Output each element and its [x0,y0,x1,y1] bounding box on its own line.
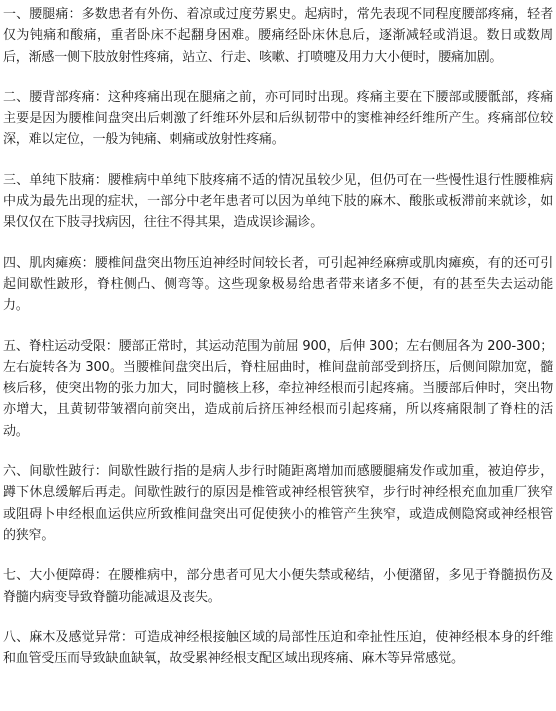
paragraph-numbness-sensory: 八、麻木及感觉异常：可造成神经根接触区域的局部性压迫和牵扯性压迫，使神经根本身的纤维和血管受压而导致缺血缺氧，故受累神经根支配区域出现疼痛、麻木等异常感觉。 [3,629,553,667]
paragraph-intermittent-claudication: 六、间歇性跛行：间歇性跛行指的是病人步行时随距离增加而感腰腿痛发作或加重，被迫停步，蹲下休息缓解后再走。间歇性跛行的原因是椎管或神经根管狭窄，步行时神经根充血加重厂狭窄或阻碍卜申经根血运供应所致椎间盘突出可促使狭小的椎管产生狭窄，或造成侧隐窝或神经根管的狭窄。 [3,464,553,543]
paragraph-leg-back-pain: 一、腰腿痛：多数患者有外伤、着凉或过度劳累史。起病时，常先表现不同程度腰部疼痛，轻者仅为钝痛和酸痛，重者卧床不起翻身困难。腰痛经卧床休息后，逐渐减轻或消退。数日或数周后，渐感一侧下肢放射性疼痛，站立、行走、咳嗽、打喷嚏及用力大小便时，腰痛加剧。 [3,7,553,65]
paragraph-muscle-paralysis: 四、肌肉瘫痪：腰椎间盘突出物压迫神经时间较长者，可引起神经麻痹或肌肉瘫痪，有的还可引起间歇性跛形，脊柱侧凸、侧弯等。这些现象极易给患者带来诸多不便，有的甚至失去运动能力。 [3,255,553,314]
paragraph-back-pain: 二、腰背部疼痛：这种疼痛出现在腿痛之前，亦可同时出现。疼痛主要在下腰部或腰骶部，疼痛主要是因为腰椎间盘突出后刺激了纤维环外层和后纵韧带中的窦椎神经纤维所产生。疼痛部位较深，难以定位，一般为钝痛、刺痛或放射性疼痛。 [3,89,553,148]
paragraph-lower-limb-pain: 三、单纯下肢痛：腰椎病中单纯下肢疼痛不适的情况虽较少见，但仍可在一些慢性退行性腰椎病中成为最先出现的症状，一部分中老年患者可以因为单纯下肢的麻木、酸胀或板滞前来就诊，如果仅仅在下肢寻找病因，往往不得其果，造成误诊漏诊。 [3,172,553,231]
paragraph-bowel-bladder-disorder: 七、大小便障碍：在腰椎病中，部分患者可见大小便失禁或秘结，小便潴留，多见于脊髓损伤及脊髓内病变导致脊髓功能减退及丧失。 [3,568,553,605]
paragraph-spine-motion-limited: 五、脊柱运动受限：腰部正常时，其运动范围为前屈 900，后伸 300；左右侧屈各为 200-300；左右旋转各为 300。当腰椎间盘突出后，脊柱屈曲时，椎间盘前部受到挤压，后侧间隙加宽，髓核后移，使突出物的张力加大，同时髓核上移，牵拉神经根而引起疼痛。当腰部后伸时，突出物亦增大，且黄韧带皱褶向前突出，造成前后挤压神经根而引起疼痛，所以疼痛限制了脊柱的活动。 [3,338,553,439]
